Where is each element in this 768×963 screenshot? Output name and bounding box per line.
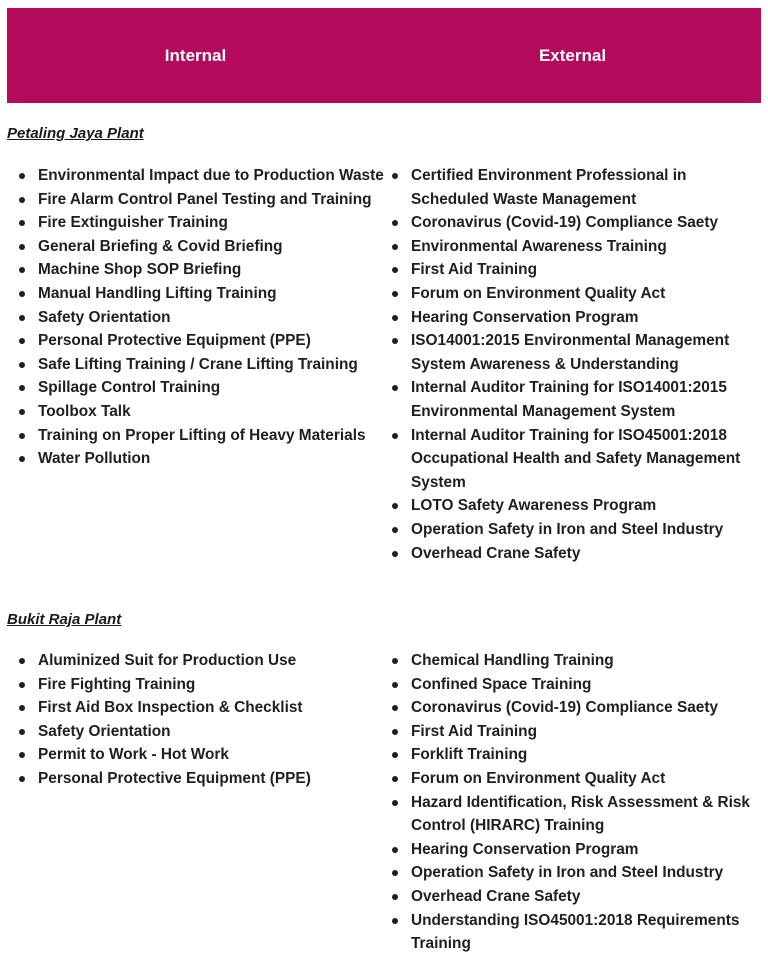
list-item: Coronavirus (Covid-19) Compliance Saety: [379, 211, 764, 235]
list-item: Internal Auditor Training for ISO45001:2018 Occupational Health and Safety Management System: [379, 424, 764, 495]
list-item: Hearing Conservation Program: [379, 306, 764, 330]
list-item: Overhead Crane Safety: [379, 542, 764, 566]
list-item: Forum on Environment Quality Act: [379, 767, 764, 791]
list-item: Safety Orientation: [6, 720, 386, 744]
list-item: Chemical Handling Training: [379, 649, 764, 673]
list-item: Forum on Environment Quality Act: [379, 282, 764, 306]
list-item: Operation Safety in Iron and Steel Industry: [379, 518, 764, 542]
list-item: Water Pollution: [6, 447, 386, 471]
list-item: Safe Lifting Training / Crane Lifting Training: [6, 353, 386, 377]
list-item: Permit to Work - Hot Work: [6, 743, 386, 767]
list-item: Overhead Crane Safety: [379, 885, 764, 909]
list-item: Fire Fighting Training: [6, 673, 386, 697]
list-item: Spillage Control Training: [6, 376, 386, 400]
list-item: Confined Space Training: [379, 673, 764, 697]
list-item: First Aid Training: [379, 720, 764, 744]
list-item: First Aid Box Inspection & Checklist: [6, 696, 386, 720]
list-item: Fire Alarm Control Panel Testing and Training: [6, 188, 386, 212]
list-item: LOTO Safety Awareness Program: [379, 494, 764, 518]
internal-list-petaling-jaya: [6, 164, 386, 471]
list-item: Personal Protective Equipment (PPE): [6, 329, 386, 353]
list-item: Hazard Identification, Risk Assessment & Risk Control (HIRARC) Training: [379, 791, 764, 838]
list-item: Toolbox Talk: [6, 400, 386, 424]
section-title-bukit-raja: Bukit Raja Plant: [7, 611, 122, 628]
list-item: Operation Safety in Iron and Steel Industry: [379, 861, 764, 885]
list-item: Environmental Impact due to Production Waste: [6, 164, 386, 188]
internal-list-bukit-raja: [6, 649, 386, 791]
external-list-bukit-raja: [379, 649, 764, 956]
table-header: [7, 8, 761, 103]
list-item: Personal Protective Equipment (PPE): [6, 767, 386, 791]
list-item: Fire Extinguisher Training: [6, 211, 386, 235]
external-column-header: External: [538, 45, 607, 65]
section-title-petaling-jaya: Petaling Jaya Plant: [7, 125, 144, 142]
internal-column-header: Internal: [164, 45, 227, 65]
list-item: Internal Auditor Training for ISO14001:2015 Environmental Management System: [379, 376, 764, 423]
list-item: Certified Environment Professional in Scheduled Waste Management: [379, 164, 764, 211]
list-item: Safety Orientation: [6, 306, 386, 330]
list-item: Machine Shop SOP Briefing: [6, 258, 386, 282]
external-list-petaling-jaya: [379, 164, 764, 565]
list-item: Forklift Training: [379, 743, 764, 767]
list-item: Coronavirus (Covid-19) Compliance Saety: [379, 696, 764, 720]
list-item: Manual Handling Lifting Training: [6, 282, 386, 306]
list-item: Environmental Awareness Training: [379, 235, 764, 259]
list-item: ISO14001:2015 Environmental Management System Awareness & Understanding: [379, 329, 764, 376]
list-item: Understanding ISO45001:2018 Requirements Training: [379, 909, 764, 956]
list-item: First Aid Training: [379, 258, 764, 282]
list-item: General Briefing & Covid Briefing: [6, 235, 386, 259]
list-item: Training on Proper Lifting of Heavy Materials: [6, 424, 386, 448]
list-item: Hearing Conservation Program: [379, 838, 764, 862]
list-item: Aluminized Suit for Production Use: [6, 649, 386, 673]
